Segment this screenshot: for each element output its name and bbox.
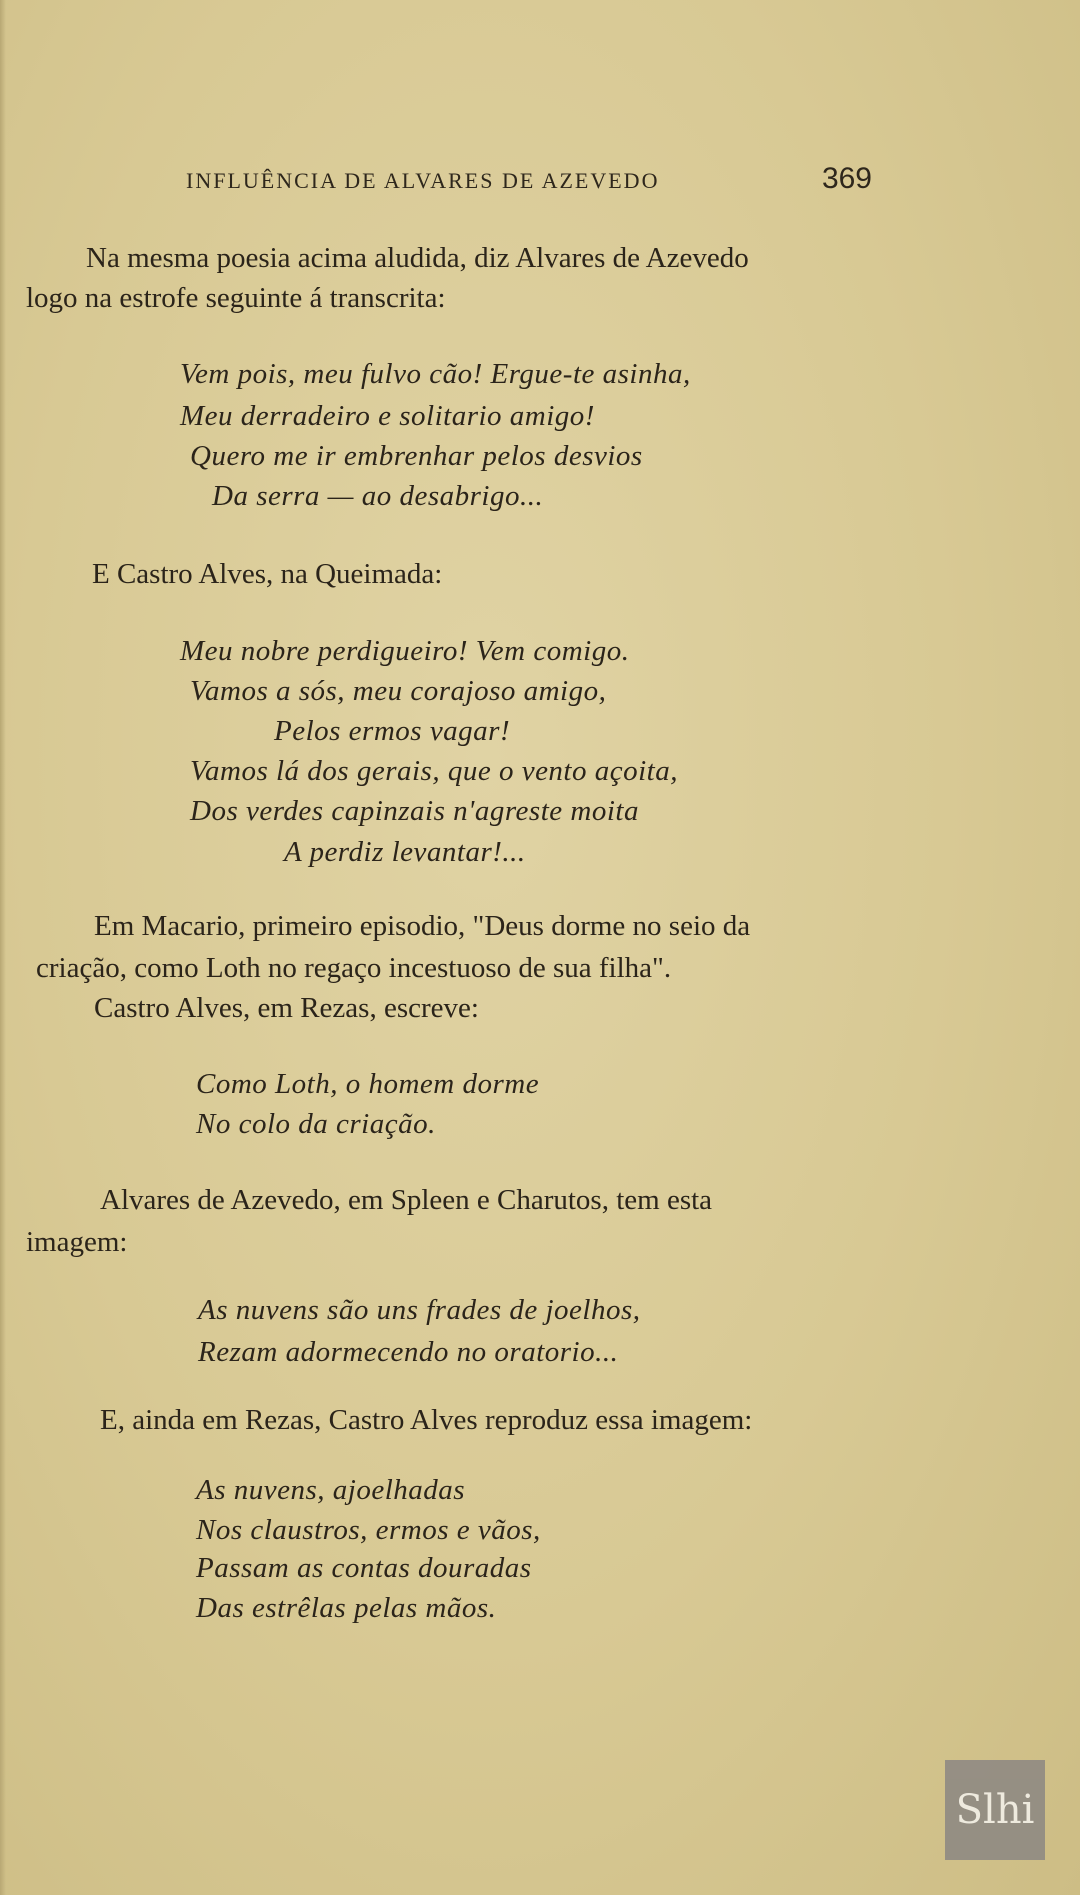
library-logo (945, 1760, 1045, 1860)
text-line: Alvares de Azevedo, em Spleen e Charutos, tem esta (100, 1184, 713, 1216)
text-line: Em Macario, primeiro episodio, "Deus dorme no seio da (94, 910, 751, 942)
verse-line: Quero me ir embrenhar pelos desvios (190, 440, 643, 472)
verse-line: Pelos ermos vagar! (274, 715, 511, 747)
verse-line: Dos verdes capinzais n'agreste moita (190, 795, 639, 827)
text-line: E, ainda em Rezas, Castro Alves reproduz essa imagem: (100, 1404, 753, 1436)
verse-line: Vem pois, meu fulvo cão! Ergue-te asinha, (180, 358, 691, 390)
verse-line: As nuvens, ajoelhadas (196, 1474, 466, 1506)
verse-line: As nuvens são uns frades de joelhos, (198, 1294, 641, 1326)
verse-line: Meu derradeiro e solitario amigo! (180, 400, 595, 432)
text-line: criação, como Loth no regaço incestuoso de sua filha". (36, 952, 672, 984)
verse-line: Das estrêlas pelas mãos. (196, 1592, 497, 1624)
verse-line: Passam as contas douradas (196, 1552, 532, 1584)
verse-line: Nos claustros, ermos e vãos, (196, 1514, 541, 1546)
verse-line: A perdiz levantar!... (284, 836, 526, 868)
verse-line: Como Loth, o homem dorme (196, 1068, 540, 1100)
verse-line: No colo da criação. (196, 1108, 436, 1140)
page-edge-shadow (0, 0, 6, 1895)
text-line: imagem: (26, 1226, 128, 1258)
page-number: 369 (821, 162, 872, 195)
verse-line: Rezam adormecendo no oratorio... (198, 1336, 619, 1368)
verse-line: Vamos lá dos gerais, que o vento açoita, (190, 755, 678, 787)
text-line: Na mesma poesia acima aludida, diz Alvares de Azevedo (86, 242, 749, 274)
library-logo-text: Slhi (955, 1787, 1035, 1833)
text-line: Castro Alves, em Rezas, escreve: (94, 992, 479, 1024)
verse-line: Meu nobre perdigueiro! Vem comigo. (180, 635, 630, 667)
page-header (186, 164, 876, 204)
verse-line: Vamos a sós, meu corajoso amigo, (190, 675, 607, 707)
running-title: INFLUÊNCIA DE ALVARES DE AZEVEDO (186, 168, 660, 193)
verse-line: Da serra — ao desabrigo... (212, 480, 544, 512)
text-line: E Castro Alves, na Queimada: (92, 558, 443, 590)
text-line: logo na estrofe seguinte á transcrita: (26, 282, 446, 314)
